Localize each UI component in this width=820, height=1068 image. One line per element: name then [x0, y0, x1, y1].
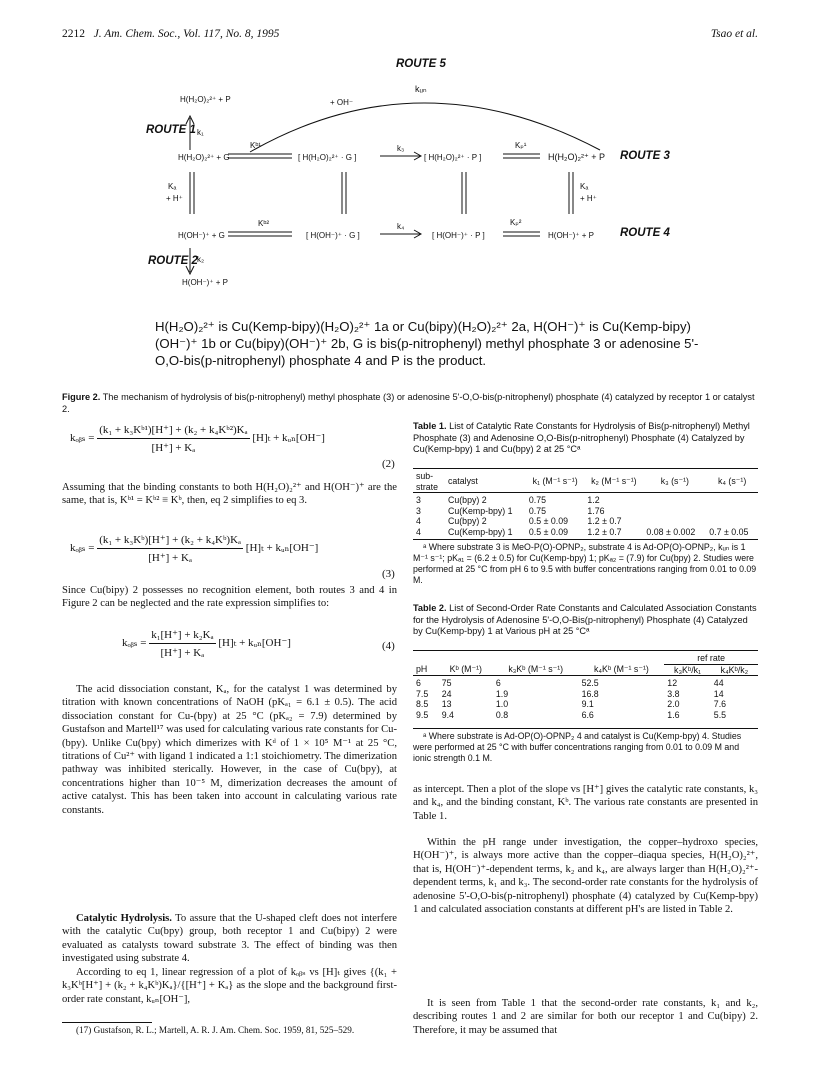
figure-caption [62, 391, 762, 415]
route-2-label: ROUTE 2 [148, 255, 198, 267]
table-2-footnote: ᵃ Where substrate is Ad-OP(O)-OPNP₂ 4 and catalyst is Cu(Kemp-bpy) 4. Studies were performed at 25 °C with buffer concentrations ranging from 0.01 to 0.09 M and ionic strength 0.1 M. [413, 731, 742, 763]
table-cell: 3 [416, 495, 421, 505]
table-cell [643, 516, 706, 527]
table-cell [643, 506, 706, 517]
table-2-header: Kᵇ (M⁻¹) [449, 664, 482, 675]
equation-2 [70, 423, 325, 454]
eq4-denominator: [H⁺] + Kₐ [160, 647, 205, 659]
scheme-kp1: Kₚ¹ [515, 141, 527, 150]
table-cell: 6 [495, 678, 501, 688]
scheme-row2-reactants: H(OH⁻)⁺ + G [178, 231, 225, 240]
running-header-authors: Tsao et al. [710, 28, 758, 40]
scheme-kb1: Kᵇ¹ [250, 141, 262, 150]
eq2-denominator: [H⁺] + Kₐ [151, 442, 196, 454]
table-2-header: k₄Kᵇ/k₂ [720, 664, 749, 675]
table-cell: Cu(Kemp-bpy) 1 [448, 526, 513, 537]
table-cell: 16.8 [581, 688, 599, 699]
table-cell: 52.5 [581, 678, 599, 688]
eq2-number: (2) [382, 458, 395, 470]
table-cell [706, 516, 758, 527]
scheme-hydroxide: + OH⁻ [330, 98, 354, 107]
table-1-header: catalyst [448, 476, 478, 487]
scheme-row2-products: H(OH⁻)⁺ + P [548, 231, 595, 240]
section-heading-catalytic-hydrolysis: Catalytic Hydrolysis. [76, 913, 172, 924]
table-1-caption: List of Catalytic Rate Constants for Hydrolysis of Bis(p-nitrophenyl) Methyl Phosphate (3) and Adenosine O,O-Bis(p-nitrophenyl) Phosphate (4) Catalyzed by Cu(Kemp-bpy) 1 and Cu(bpy) 2 at 25 °Cᵃ [413, 421, 750, 454]
scheme-bottom-product: H(OH⁻)⁺ + P [182, 278, 229, 287]
table-cell: 14 [713, 688, 724, 699]
table-2-bottom-rule [413, 728, 758, 729]
scheme-row1-products: H(H₂O)₂²⁺ + P [548, 152, 605, 162]
eq4-tail: [H]ₜ + kᵤₙ[OH⁻] [218, 637, 291, 650]
table-cell: 0.08 ± 0.002 [646, 526, 696, 537]
figure-caption-text: The mechanism of hydrolysis of bis(p-nitrophenyl) methyl phosphate (3) or adenosine 5'-O,O-bis(p-nitrophenyl) phosphate (4) catalyzed by receptor 1 or catalyst 2. [62, 392, 755, 414]
scheme-ka-right: Kₐ [580, 182, 589, 191]
table-cell [643, 495, 706, 506]
table-row [413, 689, 758, 700]
table-cell: 6.6 [581, 709, 594, 720]
table-2-header-row [413, 664, 758, 676]
table-cell: 13 [441, 699, 452, 709]
table-1-header-row [413, 471, 758, 493]
table-cell: 4 [416, 516, 421, 526]
scheme-row1-reactants: H(H₂O)₂²⁺ + G [178, 153, 230, 162]
table-1 [413, 471, 758, 537]
table-row [413, 710, 758, 721]
table-cell: 1.76 [587, 505, 605, 516]
table-cell: Cu(Kemp-bpy) 1 [448, 505, 513, 516]
table-2-caption: List of Second-Order Rate Constants and Calculated Association Constants for the Hydrolysis of Adenosine 5'-O,O-Bis(p-nitrophenyl) Phosphate (4) Catalyzed by Cu(Kemp-bpy) 1 at Various pH at 25 °Cᵃ [413, 603, 757, 636]
left-paragraph-2: Since Cu(bipy) 2 possesses no recognition element, both routes 3 and 4 in Figure 2 can be neglected and the rate expression simplifies to: [62, 585, 397, 610]
left-paragraph-4 [62, 912, 397, 966]
route-5-label: ROUTE 5 [396, 58, 446, 70]
table-1-header: k₃ (s⁻¹) [660, 476, 689, 487]
eq3-lhs: kₒᵦₛ = [70, 542, 95, 555]
table-2 [413, 653, 758, 720]
scheme-k3: k₃ [397, 144, 405, 153]
table-2-header: k₃Kᵇ/k₁ [674, 664, 702, 675]
footnote-rule [62, 1022, 152, 1023]
eq2-lhs: kₒᵦₛ = [70, 432, 95, 445]
scheme-ka-left: Kₐ [168, 182, 177, 191]
table-cell: 1.2 ± 0.7 [587, 526, 622, 537]
table-cell: 1.2 ± 0.7 [587, 516, 622, 526]
table-cell: 75 [441, 678, 452, 688]
table-cell: 1.2 [587, 495, 600, 505]
route-3-label: ROUTE 3 [620, 150, 670, 162]
scheme-kb2: Kᵇ² [258, 219, 270, 228]
table-1-footnote: ᵃ Where substrate 3 is MeO-P(O)-OPNP₂, substrate 4 is Ad-OP(O)-OPNP₂, kᵤₙ is 1 M⁻¹ s⁻¹; pKₐ₁ = (6.2 ± 0.5) for Cu(Kemp-bpy) 1; pKₐ₂ = (7.9) for Cu(bpy) 2. Studies were performed at 25 °C from pH 6 to 9.5 with buffer concentrations ranging from 0.01 to 0.09 M. [413, 542, 757, 585]
eq2-tail: [H]ₜ + kᵤₙ[OH⁻] [252, 432, 325, 445]
table-1-top-rule [413, 468, 758, 469]
table-cell: 12 [667, 678, 678, 688]
table-cell: 7.6 [713, 699, 727, 709]
scheme-kun: kᵤₙ [415, 84, 427, 94]
footnote-17: (17) Gustafson, R. L.; Martell, A. R. J. Am. Chem. Soc. 1959, 81, 525–529. [76, 1025, 355, 1035]
table-cell: 1.9 [495, 688, 509, 699]
scheme-k4: k₄ [397, 222, 405, 231]
table-cell: 24 [441, 688, 452, 699]
table-cell: 1.0 [495, 699, 509, 709]
right-paragraph-3: It is seen from Table 1 that the second-order rate constants, k₁ and k₂, describing routes 1 and 2 are similar for both our receptor 1 and Cu(bipy) 2. Therefore, it may be assumed that [413, 998, 758, 1036]
table-cell: 6 [416, 678, 421, 688]
table-row [413, 527, 758, 538]
page-number: 2212 [62, 28, 85, 40]
table-1-header: sub-strate [416, 471, 439, 492]
scheme-legend: H(H₂O)₂²⁺ is Cu(Kemp-bipy)(H₂O)₂²⁺ 1a or Cu(bipy)(H₂O)₂²⁺ 2a, H(OH⁻)⁺ is Cu(Kemp-bipy)(OH⁻)⁺ 1b or Cu(bipy)(OH⁻)⁺ 2b, G is bis(p-nitrophenyl) methyl phosphate 3 or adenosine 5'-O,O-bis(p-nitrophenyl) phosphate 4 and P is the product. [155, 319, 699, 368]
table-2-ref-rate: ref rate [664, 653, 758, 664]
table-cell: 44 [713, 678, 724, 688]
scheme-lines [0, 0, 820, 300]
table-row [413, 506, 758, 517]
eq4-lhs: kₒᵦₛ = [122, 637, 147, 650]
eq4-numerator: k₁[H⁺] + k₂Kₐ [149, 628, 215, 644]
table-cell: 9.4 [441, 709, 454, 720]
figure-caption-label: Figure 2. [62, 392, 101, 402]
table-2-top-rule [413, 650, 758, 651]
table-cell: 5.5 [713, 709, 727, 720]
table-row [413, 495, 758, 506]
eq3-denominator: [H⁺] + Kₐ [148, 552, 192, 564]
table-cell: 3.8 [667, 688, 680, 699]
scheme-top-product: H(H₂O)₂²⁺ + P [180, 95, 231, 104]
equation-3 [70, 533, 318, 564]
scheme-kp2: Kₚ² [510, 218, 522, 227]
table-cell: 9.5 [416, 709, 429, 720]
table-cell: 0.75 [528, 495, 547, 505]
table-cell: 0.8 [495, 709, 509, 720]
table-2-header: k₃Kᵇ (M⁻¹ s⁻¹) [508, 664, 564, 675]
table-2-header: pH [416, 664, 428, 675]
table-1-label: Table 1. [413, 421, 447, 431]
table-2-title [413, 603, 758, 638]
table-cell: 2.0 [667, 699, 680, 709]
table-row [413, 678, 758, 689]
table-cell [706, 506, 758, 517]
table-cell: Cu(bpy) 2 [448, 495, 487, 505]
left-paragraph-3: The acid dissociation constant, Kₐ, for the catalyst 1 was determined by titration with known concentrations of NaOH (pKₐ₁ = 6.1 ± 0.5). The acid dissociation constant for Cu-(bpy) at 25 °C (pKₐ₂ = 7.9) determined by Gustafson and Martell¹⁷ was used for calculating various rate constants for Cu-(bpy). Unlike Cu(bpy) which dimerizes with Kᵈ of 1 × 10⁵ M⁻¹ at 25 °C, titrations of Cu²⁺ with ligand 1 indicated a 1:1 stoichiometry. The dimerization pathway was inhibited sterically. However, in the case of Cu(bpy), at concentrations higher than 10⁻⁵ M, dimerization decreases the amount of active catalyst. This has been taken into account in calculating various rate constants. [62, 684, 397, 816]
scheme-row1-complex-g: [ H(H₂O)₂²⁺ · G ] [298, 153, 357, 162]
table-cell: 0.5 ± 0.09 [528, 516, 568, 526]
table-cell: 0.7 ± 0.05 [709, 526, 749, 537]
right-paragraph-1: as intercept. Then a plot of the slope vs [H⁺] gives the catalytic rate constants, k₃ and k₄, and the binding constant, Kᵇ. The various rate constants are presented in Table 1. [413, 784, 758, 822]
eq3-number: (3) [382, 568, 395, 580]
left-paragraph-5: According to eq 1, linear regression of a plot of kₒᵦₛ vs [H]ₜ gives {(k₁ + k₃Kᵇ[H⁺] + (k₂ + k₄Kᵇ)Kₐ}/{[H⁺] + Kₐ} as the slope and the background first-order rate constant, kᵤₙ[OH⁻], [62, 967, 397, 1005]
route-1-label: ROUTE 1 [146, 124, 196, 136]
table-cell: Cu(bpy) 2 [448, 516, 487, 526]
table-cell: 8.5 [416, 699, 429, 709]
table-1-header: k₄ (s⁻¹) [718, 476, 747, 487]
left-paragraph-1: Assuming that the binding constants to both H(H₂O)₂²⁺ and H(OH⁻)⁺ are the same, that is, Kᵇ¹ = Kᵇ² ≡ Kᵇ, then, eq 2 simplifies to eq 3. [62, 482, 397, 507]
table-1-bottom-rule [413, 539, 758, 540]
table-cell [706, 495, 758, 506]
scheme-hplus-left: + H⁺ [166, 194, 183, 203]
left-paragraph-4-text: To assure that the U-shaped cleft does not interfere with the catalytic Cu(bpy) group, both receptor 1 and Cu(bipy) 2 were evaluated as catalysts toward substrate 3. The effect of binding was then investigated using substrate 4. [62, 913, 398, 965]
table-cell: 3 [416, 505, 421, 516]
scheme-hplus-right: + H⁺ [580, 194, 597, 203]
mechanism-scheme [0, 0, 820, 300]
table-1-header: k₁ (M⁻¹ s⁻¹) [532, 476, 578, 487]
scheme-k2: k₂ [197, 255, 205, 264]
table-cell: 0.75 [528, 505, 547, 516]
eq3-tail: [H]ₜ + kᵤₙ[OH⁻] [245, 542, 319, 555]
eq3-numerator: (k₁ + k₃Kᵇ)[H⁺] + (k₂ + k₄Kᵇ)Kₐ [97, 533, 243, 549]
scheme-row1-complex-p: [ H(H₂O)₂²⁺ · P ] [424, 153, 482, 162]
scheme-row2-complex-g: [ H(OH⁻)⁺ · G ] [306, 231, 360, 240]
table-row [413, 699, 758, 710]
table-cell: 7.5 [416, 688, 429, 699]
journal-citation: J. Am. Chem. Soc., Vol. 117, No. 8, 1995 [93, 28, 280, 40]
route-4-label: ROUTE 4 [620, 227, 670, 239]
scheme-k1: k₁ [197, 128, 204, 137]
table-2-header: k₄Kᵇ (M⁻¹ s⁻¹) [594, 664, 649, 675]
right-paragraph-2: Within the pH range under investigation, the copper–hydroxo species, H(OH⁻)⁺, is always more active than the copper–diaqua species, H(H₂O)₂²⁺, that is, H(OH⁻)⁺-dependent terms, k₂ and k₄, are always larger than H(H₂O)₂²⁺-dependent terms, k₁ and k₃. The second-order rate constants for the hydrolysis of adenosine 5'-O,O-bis(p-nitrophenyl) phosphate (4) catalyzed by Cu(Kemp-bpy) 1 and calculated association constants at different pH's are listed in Table 2. [413, 837, 758, 916]
eq4-number: (4) [382, 640, 395, 652]
table-cell: 9.1 [581, 699, 594, 709]
table-1-header: k₂ (M⁻¹ s⁻¹) [591, 476, 637, 487]
table-cell: 4 [416, 526, 421, 537]
scheme-row2-complex-p: [ H(OH⁻)⁺ · P ] [432, 231, 485, 240]
eq2-numerator: (k₁ + k₃Kᵇ¹)[H⁺] + (k₂ + k₄Kᵇ²)Kₐ [97, 423, 249, 439]
table-2-label: Table 2. [413, 603, 447, 613]
table-row [413, 516, 758, 527]
equation-4 [122, 628, 291, 659]
table-1-title [413, 421, 758, 456]
table-cell: 0.5 ± 0.09 [528, 526, 568, 537]
table-cell: 1.6 [667, 709, 680, 720]
